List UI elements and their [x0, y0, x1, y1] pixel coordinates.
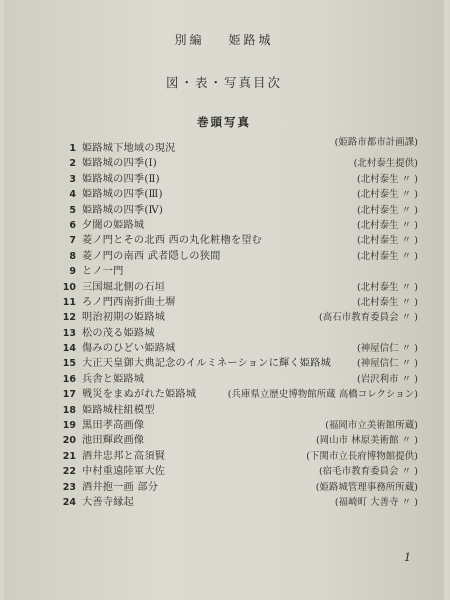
item-caption: 三国堀北側の石垣	[82, 281, 166, 293]
item-caption: 明治初期の姫路城	[82, 312, 166, 324]
item-caption: 中村重遠陸軍大佐	[82, 466, 166, 478]
list-item	[58, 172, 418, 187]
list-item	[58, 495, 418, 510]
item-source: (福岡市立美術館所蔵)	[325, 420, 418, 432]
document-page	[4, 0, 444, 600]
item-number: 12	[62, 312, 76, 324]
section-heading: 巻頭写真	[197, 115, 251, 129]
item-source: (北村泰生 〃 )	[356, 173, 418, 185]
item-number: 24	[62, 496, 76, 508]
item-caption: 兵舎と姫路城	[82, 373, 145, 385]
item-source: (兵庫県立歴史博物館所蔵 高橋コレクション)	[227, 389, 418, 401]
item-source: (北村泰生 〃 )	[356, 189, 418, 201]
item-caption: 黒田孝高画像	[82, 420, 145, 432]
item-source: (岡山市 林原美術館 〃 )	[315, 435, 418, 447]
item-caption: 夕闇の姫路城	[82, 219, 145, 231]
item-source: (北村泰生提供)	[353, 158, 418, 170]
item-caption: 姫路城の四季(Ⅰ)	[82, 158, 157, 170]
item-source: (姫路市都市計画課)	[334, 137, 418, 148]
item-number: 23	[62, 481, 76, 493]
list-item	[58, 249, 418, 264]
item-caption: 姫路城柱組模型	[82, 404, 155, 416]
item-source: (北村泰生 〃 )	[356, 204, 418, 216]
item-number: 7	[69, 235, 76, 247]
item-source: (北村泰生 〃 )	[356, 235, 418, 247]
item-number: 14	[62, 343, 76, 355]
item-caption: とノ一門	[82, 266, 124, 278]
item-number: 22	[62, 466, 76, 478]
item-caption: 大善寺縁起	[82, 496, 134, 508]
item-source: (北村泰生 〃 )	[356, 219, 418, 231]
item-number: 18	[62, 404, 76, 416]
item-caption: 姫路城の四季(Ⅲ)	[82, 189, 163, 201]
item-number: 21	[62, 450, 76, 462]
list-item	[58, 372, 418, 387]
item-number: 2	[69, 158, 76, 170]
item-caption: 姫路城の四季(Ⅱ)	[82, 173, 160, 185]
item-source: (宿毛市教育委員会 〃 )	[319, 466, 418, 478]
list-item	[58, 326, 418, 341]
list-item	[58, 295, 418, 310]
list-item	[58, 356, 418, 371]
list-title: 図・表・写真目次	[165, 75, 282, 90]
item-number: 16	[62, 373, 76, 385]
list-item	[58, 464, 418, 479]
item-number: 19	[62, 420, 76, 432]
item-source: (姫路城管理事務所所蔵)	[315, 481, 418, 493]
item-source: (北村泰生 〃 )	[356, 296, 418, 308]
list-item	[58, 156, 418, 171]
figure-list	[58, 137, 418, 510]
list-item	[58, 264, 418, 279]
item-number: 5	[69, 204, 76, 216]
item-source: (北村泰生 〃 )	[356, 281, 418, 293]
item-caption: 酒井忠邦と高須賢	[82, 450, 166, 462]
list-item	[58, 341, 418, 356]
item-source: (下関市立長府博物館提供)	[306, 450, 418, 462]
item-source: (神屋信仁 〃 )	[356, 358, 418, 370]
page-number: 1	[404, 551, 411, 564]
item-number: 9	[69, 266, 76, 278]
item-caption: 菱ノ門の南西 武者隠しの狭間	[82, 250, 221, 262]
item-number: 8	[69, 250, 76, 262]
list-item	[58, 218, 418, 233]
item-caption: 姫路城の四季(Ⅳ)	[82, 204, 164, 216]
item-caption: 傷みのひどい姫路城	[82, 343, 176, 355]
item-number: 15	[62, 358, 76, 370]
item-number: 17	[62, 389, 76, 401]
item-source: (福崎町 大善寺 〃 )	[334, 496, 418, 508]
list-item	[58, 187, 418, 202]
item-number: 3	[69, 173, 76, 185]
list-item	[58, 480, 418, 495]
list-item	[58, 233, 418, 248]
item-caption: 酒井抱一画 部分	[82, 481, 159, 493]
item-number: 10	[62, 281, 76, 293]
item-caption: 松の茂る姫路城	[82, 327, 155, 339]
list-item	[58, 137, 418, 156]
list-item	[58, 449, 418, 464]
list-item	[58, 310, 418, 325]
item-number: 1	[69, 143, 76, 154]
list-item	[58, 403, 418, 418]
item-caption: 菱ノ門とその北西 西の丸化粧櫓を望む	[82, 235, 263, 247]
item-number: 4	[69, 189, 76, 201]
item-source: (岩沢利市 〃 )	[356, 373, 418, 385]
item-source: (神屋信仁 〃 )	[356, 343, 418, 355]
list-item	[58, 387, 418, 402]
list-item	[58, 280, 418, 295]
item-caption: 大正天皇御大典記念のイルミネーションに輝く姫路城	[82, 358, 331, 370]
item-caption: 戦災をまぬがれた姫路城	[82, 389, 197, 401]
item-number: 20	[62, 435, 76, 447]
item-caption: 姫路城下地域の現況	[82, 143, 176, 154]
item-source: (高石市教育委員会 〃 )	[319, 312, 418, 324]
castle-name: 姫路城	[228, 33, 274, 47]
item-number: 11	[62, 296, 76, 308]
item-caption: 池田輝政画像	[82, 435, 145, 447]
part-label: 別編	[174, 33, 205, 47]
part-heading	[4, 31, 444, 48]
list-item	[58, 418, 418, 433]
item-number: 13	[62, 327, 76, 339]
item-source: (北村泰生 〃 )	[356, 250, 418, 262]
list-item	[58, 203, 418, 218]
item-number: 6	[69, 219, 76, 231]
item-caption: ろノ門西南折曲土塀	[82, 296, 176, 308]
list-item	[58, 433, 418, 448]
